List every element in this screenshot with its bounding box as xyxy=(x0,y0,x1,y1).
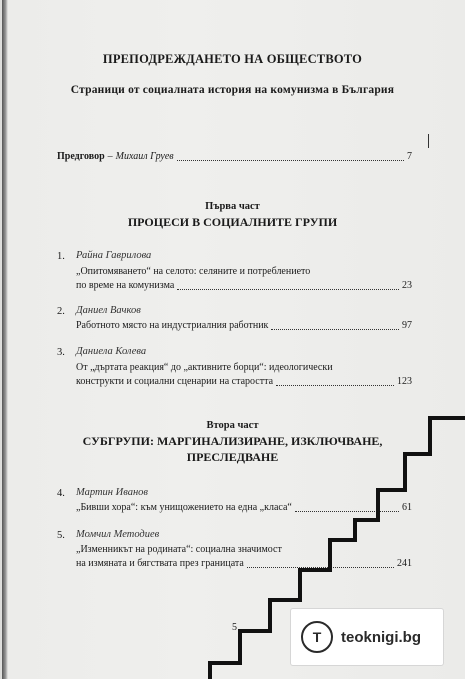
foreword-page: 7 xyxy=(407,151,412,162)
watermark-brand: teoknigi.bg xyxy=(341,628,421,646)
book-logo-icon: T xyxy=(301,621,333,653)
book-subtitle: Страници от социалната история на комунизма в България xyxy=(70,84,395,96)
entry-page: 241 xyxy=(397,558,412,569)
entry-page: 61 xyxy=(402,502,412,513)
entry-title-line: „Изменникът на родината“: социална значимост xyxy=(76,544,282,555)
page-number: 5 xyxy=(232,622,237,633)
entry-number: 3. xyxy=(57,347,65,358)
entry-author: Момчил Методиев xyxy=(76,529,160,540)
entry-number: 2. xyxy=(57,306,65,317)
entry-title-line: „Опитомяването“ на селото: селяните и потреблението xyxy=(76,266,311,277)
entry-number: 4. xyxy=(57,488,65,499)
foreword-dash: – xyxy=(107,151,113,162)
book-title: ПРЕПОДРЕЖДАНЕТО НА ОБЩЕСТВОТО xyxy=(102,52,363,66)
entry-number: 5. xyxy=(57,530,65,541)
entry-page: 97 xyxy=(402,320,412,331)
entry-number: 1. xyxy=(57,251,65,262)
entry-author: Райна Гаврилова xyxy=(76,250,152,261)
part1-label: Първа част xyxy=(205,201,260,212)
entry-page: 123 xyxy=(397,376,412,387)
entry-title-line: „Бивши хора“: към унищожението на една „класа“ xyxy=(76,502,292,513)
entry-page: 23 xyxy=(402,280,412,291)
foreword-author: Михаил Груев xyxy=(115,151,174,162)
entry-title-line: по време на комунизма xyxy=(76,280,175,291)
entry-title-line: конструкти и социални сценарии на старостта xyxy=(76,376,274,387)
entry-title-line: на измяната и бягствата през границата xyxy=(76,558,244,569)
entry-title-line: От „дъртата реакция“ до „активните борци“: идеологически xyxy=(76,362,333,373)
entry-author: Даниел Вачков xyxy=(76,305,141,316)
part2-title-line1: СУБГРУПИ: МАРГИНАЛИЗИРАНЕ, ИЗКЛЮЧВАНЕ, xyxy=(82,434,383,448)
entry-author: Мартин Иванов xyxy=(76,487,148,498)
part2-title-line2: ПРЕСЛЕДВАНЕ xyxy=(186,450,279,464)
entry-author: Даниела Колева xyxy=(76,346,147,357)
entry-title-line: Работното място на индустриалния работник xyxy=(76,320,269,331)
foreword-label: Предговор xyxy=(57,151,105,162)
part2-label: Втора част xyxy=(206,420,259,431)
watermark-badge xyxy=(290,608,444,666)
part1-title: ПРОЦЕСИ В СОЦИАЛНИТЕ ГРУПИ xyxy=(127,215,338,229)
